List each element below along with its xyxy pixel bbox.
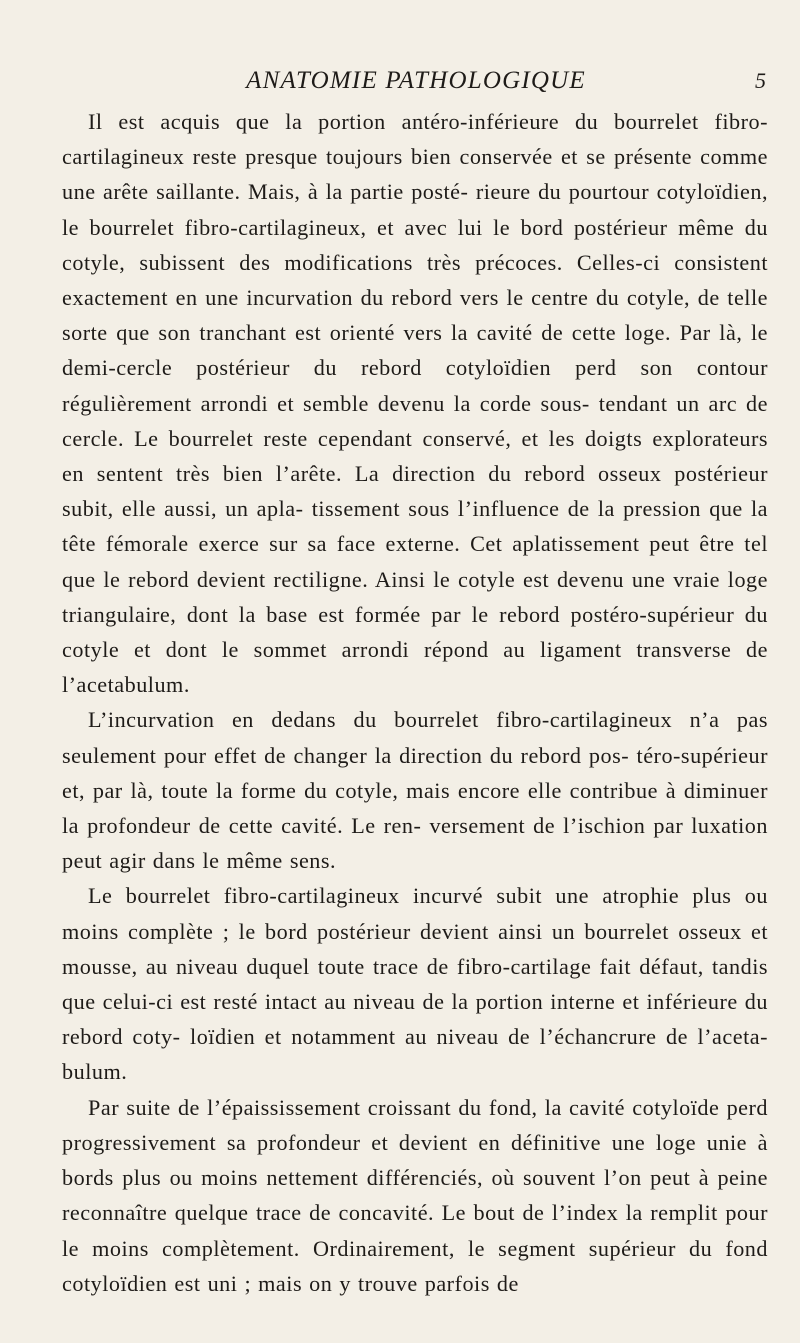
paragraph-4: Par suite de l’épaississement croissant du fond, la cavité cotyloïde perd progressivement sa profondeur et devient en définitive une loge unie à bords plus ou moins nettement différenciés, où souvent l’on peut à peine reconnaître quelque trace de concavité. Le bout de l’index la remplit pour le moins complètement. Ordinairement, le segment supérieur du fond cotyloïdien est uni ; mais on y trouve parfois de [62,1094,768,1296]
body-text [62,104,768,1301]
paragraph-3: Le bourrelet fibro-cartilagineux incurvé subit une atrophie plus ou moins complète ; le bord postérieur devient ainsi un bourrelet osseux et mousse, au niveau duquel toute trace de fibro-cartilage fait défaut, tandis que celui-ci est resté intact au niveau de la portion interne et inférieure du rebord coty- loïdien et notamment au niveau de l’échancrure de l’aceta- bulum. [62,883,768,1085]
paragraph-2: L’incurvation en dedans du bourrelet fibro-cartilagineux n’a pas seulement pour effet de changer la direction du rebord pos- téro-supérieur et, par là, toute la forme du cotyle, mais encore elle contribue à diminuer la profondeur de cette cavité. Le ren- versement de l’ischion par luxation peut agir dans le même sens. [62,707,768,874]
page-number: 5 [755,68,766,93]
paragraph-1: Il est acquis que la portion antéro-inférieure du bourrelet fibro-cartilagineux reste presque toujours bien conservée et se présente comme une arête saillante. Mais, à la partie posté- rieure du pourtour cotyloïdien, le bourrelet fibro-cartilagineux, et avec lui le bord postérieur même du cotyle, subissent des modifications très précoces. Celles-ci consistent exactement en une incurvation du rebord vers le centre du cotyle, de telle sorte que son tranchant est orienté vers la cavité de cette loge. Par là, le demi-cercle postérieur du rebord cotyloïdien perd son contour régulièrement arrondi et semble devenu la corde sous- tendant un arc de cercle. Le bourrelet reste cependant conservé, et les doigts explorateurs en sentent très bien l’arête. La direction du rebord osseux postérieur subit, elle aussi, un apla- tissement sous l’influence de la pression que la tête fémorale exerce sur sa face externe. Cet aplatissement peut être tel que le rebord devient rectiligne. Ainsi le cotyle est devenu une vraie loge triangulaire, dont la base est formée par le rebord postéro-supérieur du cotyle et dont le sommet arrondi répond au ligament transverse de l’acetabulum. [62,109,768,698]
running-title: ANATOMIE PATHOLOGIQUE [246,67,586,94]
running-head [60,64,772,98]
